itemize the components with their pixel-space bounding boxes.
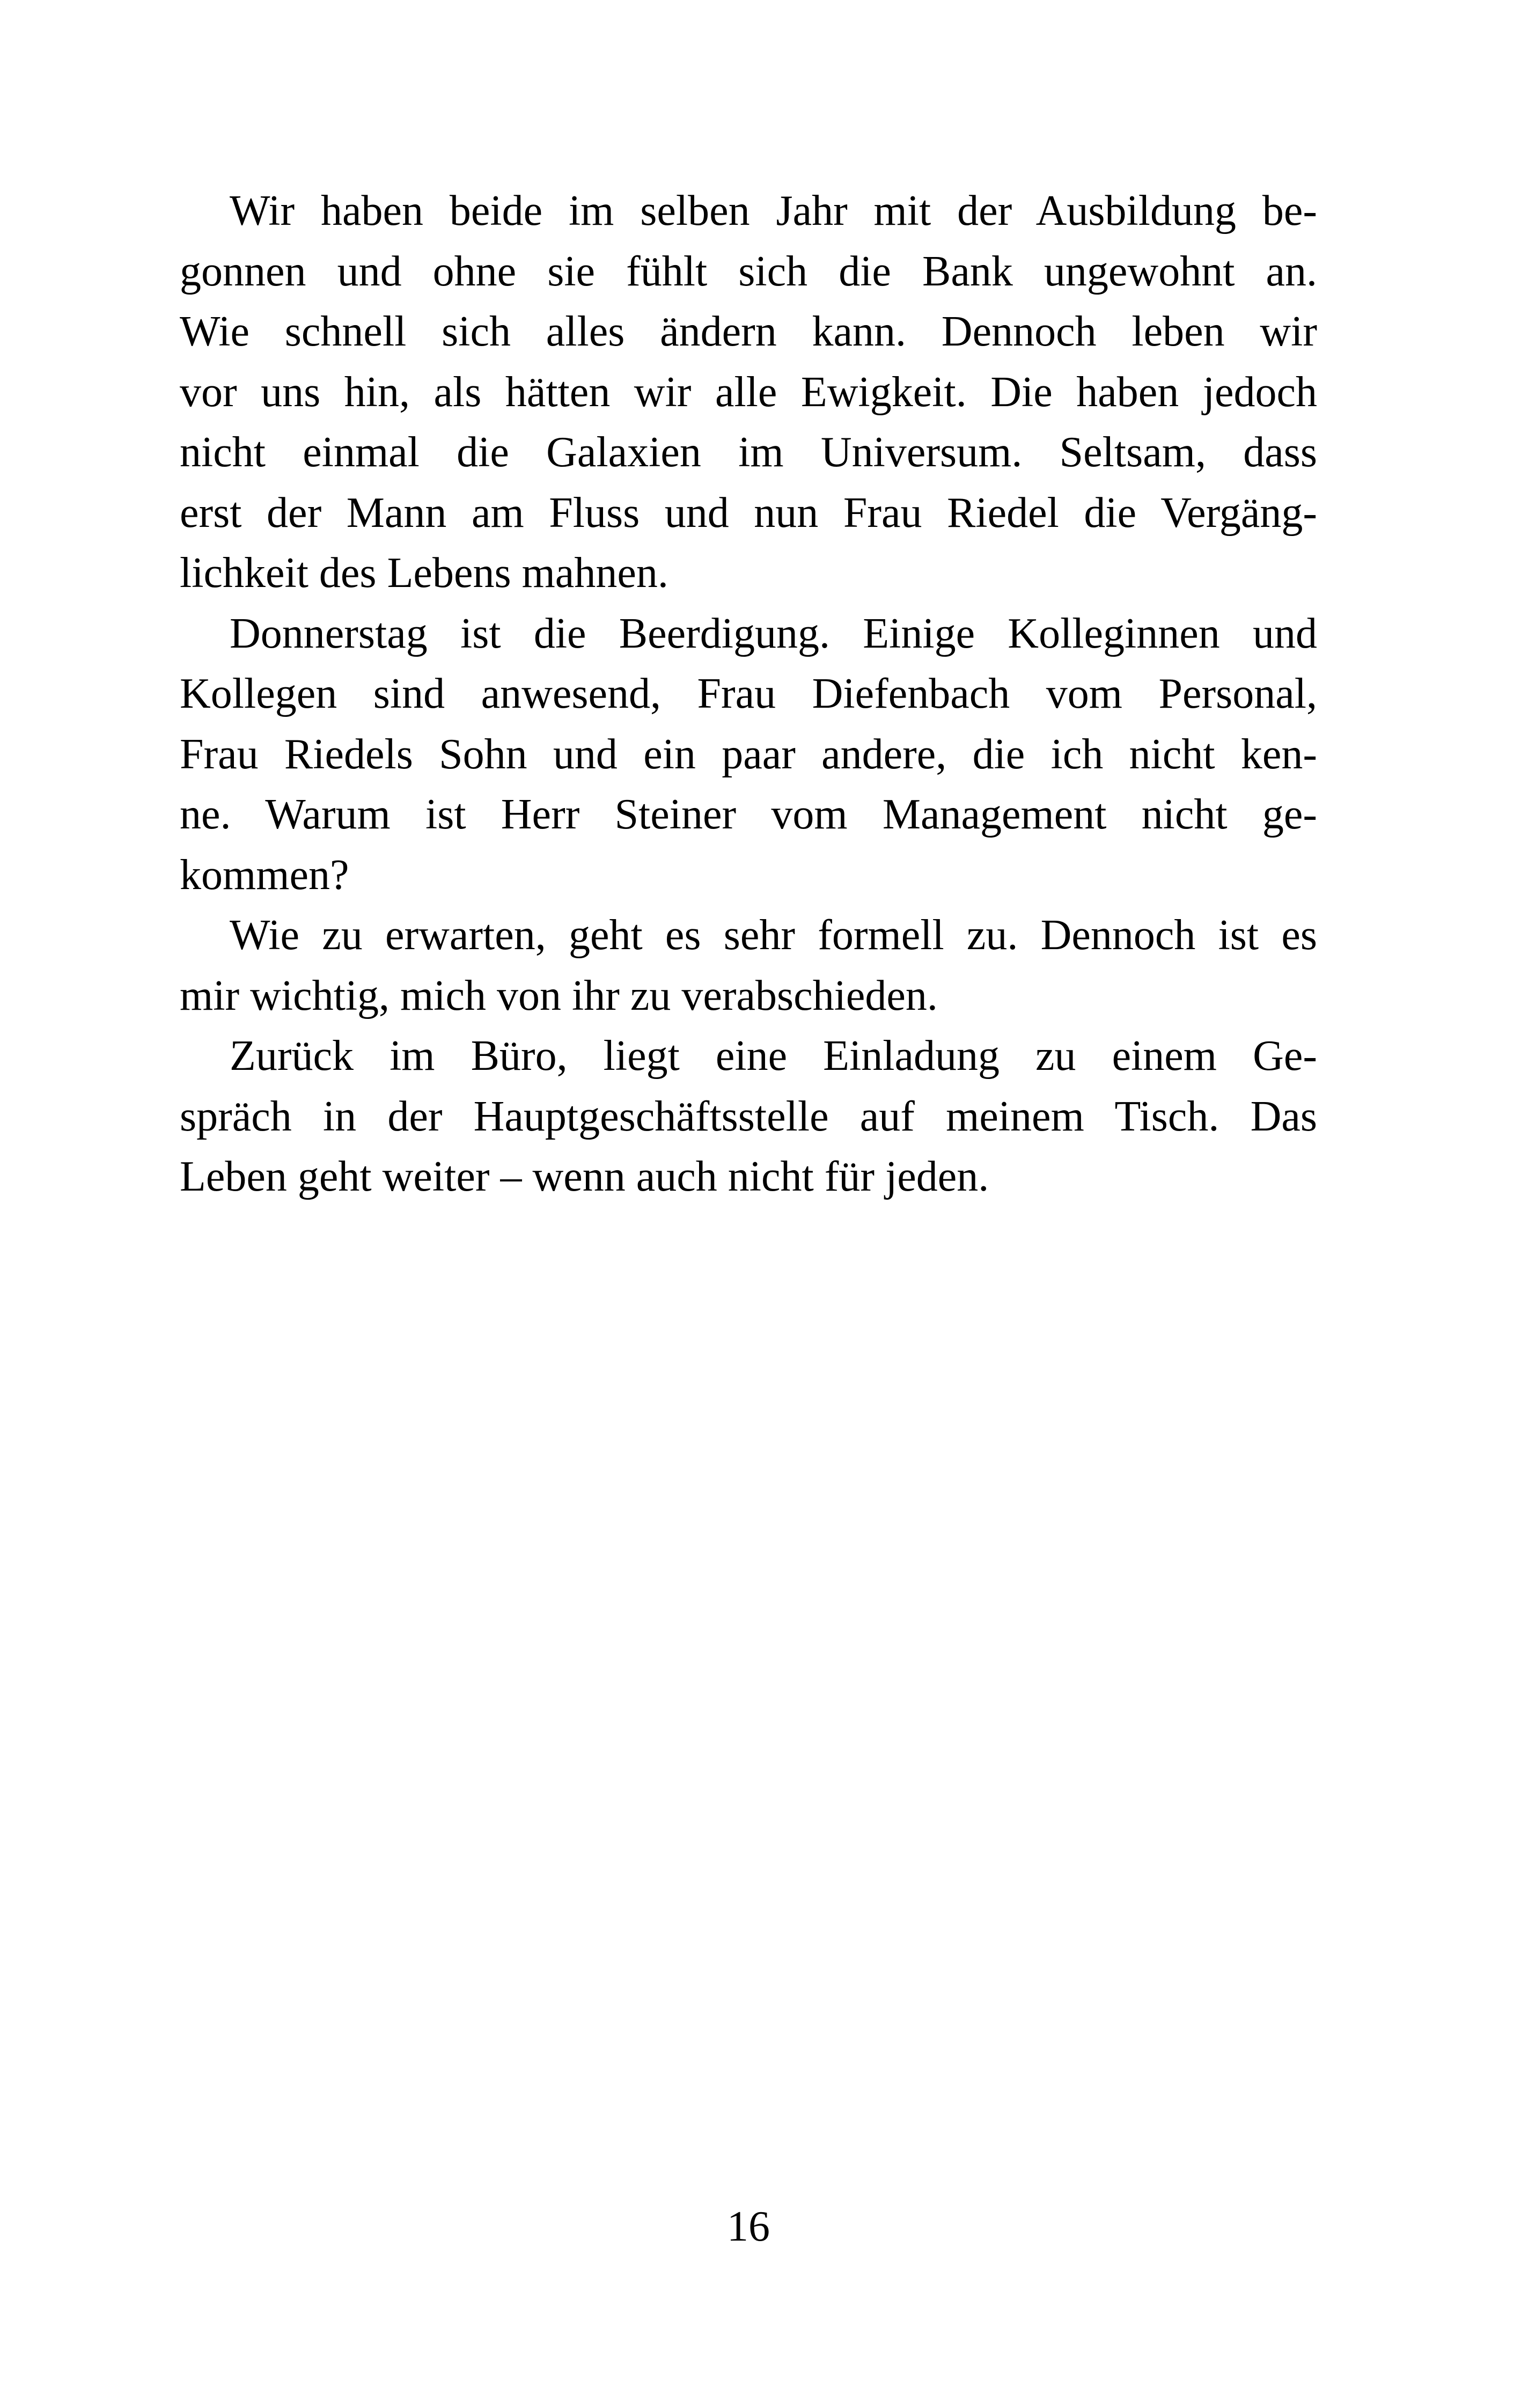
text-line: Wir haben beide im selben Jahr mit der Ausbildung be- [230, 187, 1317, 234]
text-line: Kollegen sind anwesend, Frau Diefenbach vom Personal, [180, 670, 1317, 717]
text-line: Zurück im Büro, liegt eine Einladung zu einem Ge- [230, 1032, 1317, 1080]
text-line: erst der Mann am Fluss und nun Frau Riedel die Vergäng- [180, 489, 1317, 537]
text-line: Wie zu erwarten, geht es sehr formell zu. Dennoch ist es [230, 912, 1317, 959]
text-line: Donnerstag ist die Beerdigung. Einige Kolleginnen und [230, 610, 1317, 657]
text-line: mir wichtig, mich von ihr zu verabschieden. [180, 972, 938, 1019]
text-line: gonnen und ohne sie fühlt sich die Bank ungewohnt an. [180, 247, 1317, 295]
text-line: spräch in der Hauptgeschäftsstelle auf meinem Tisch. Das [180, 1092, 1317, 1140]
text-line: nicht einmal die Galaxien im Universum. Seltsam, dass [180, 429, 1317, 476]
text-line: vor uns hin, als hätten wir alle Ewigkeit. Die haben jedoch [180, 368, 1317, 416]
text-line: Frau Riedels Sohn und ein paar andere, die ich nicht ken- [180, 730, 1317, 778]
page-number: 16 [727, 2203, 770, 2250]
text-line: Leben geht weiter – wenn auch nicht für jeden. [180, 1153, 989, 1200]
text-line: Wie schnell sich alles ändern kann. Dennoch leben wir [180, 308, 1317, 355]
paragraph-4 [180, 1026, 1317, 1207]
text-line: lichkeit des Lebens mahnen. [180, 549, 668, 597]
paragraph-3 [180, 905, 1317, 1026]
text-line: ne. Warum ist Herr Steiner vom Management nicht ge- [180, 791, 1317, 838]
text-line: kommen? [180, 851, 349, 899]
paragraph-1 [180, 181, 1317, 604]
text-block [180, 181, 1317, 1207]
paragraph-2 [180, 604, 1317, 906]
